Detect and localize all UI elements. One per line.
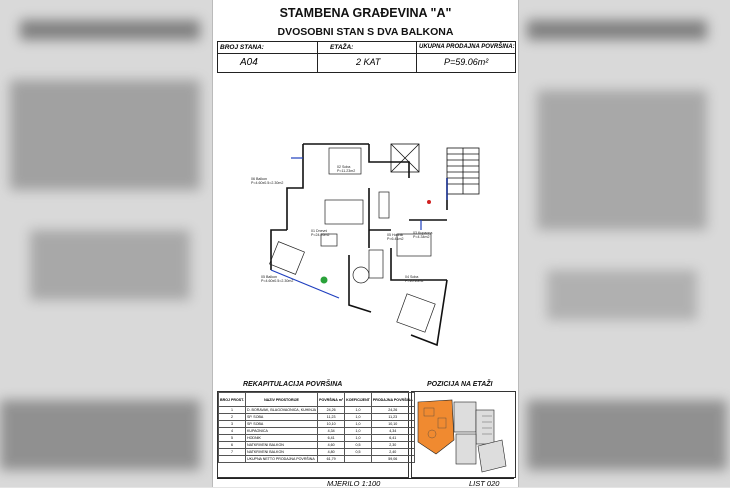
position-map-drawing xyxy=(412,392,515,477)
position-heading: POZICIJA NA ETAŽI xyxy=(427,381,493,388)
room-label: 01 Dnevni xyxy=(311,229,328,233)
room-label: 04 Soba xyxy=(405,275,419,279)
room-area: P=11.23m2 xyxy=(337,169,356,173)
total-area-value: P=59.06m² xyxy=(444,57,489,67)
table-row: 7 NATKRIVENI BALKON 4,80 0,5 2,40 xyxy=(219,449,415,456)
floor-plan-sheet xyxy=(212,0,519,487)
room-label: 06 Balkon xyxy=(251,177,267,181)
sheet-footer xyxy=(217,478,514,487)
apartment-number-label: BROJ STANA: xyxy=(220,44,264,51)
table-row: 1 D. BORAVAK, BLAGOVAONICA, KUHINJA 24,26 1,0 24,26 xyxy=(219,407,415,414)
col-header: POVRŠINA m² xyxy=(318,393,345,407)
table-row: 6 NATKRIVENI BALKON 4,60 0,5 2,30 xyxy=(219,442,415,449)
room-label: 03 Kupaona xyxy=(413,231,433,235)
total-area-label: UKUPNA PRODAJNA POVRŠINA: xyxy=(419,44,515,50)
background-left xyxy=(0,0,212,487)
apartment-number: A04 xyxy=(240,57,258,68)
table-row: 3 SP. SOBA 10,10 1,0 10,10 xyxy=(219,421,415,428)
room-area: P=10.10m2 xyxy=(405,279,424,283)
apartment-type: DVOSOBNI STAN S DVA BALKONA xyxy=(277,26,454,38)
table-row: 4 KUPAONICA 4,34 1,0 4,34 xyxy=(219,428,415,435)
floor-label: ETAŽA: xyxy=(330,44,354,51)
scale-label: MJERILO 1:100 xyxy=(327,479,381,488)
sheet-number: LIST 020 xyxy=(469,479,500,488)
recap-heading: REKAPITULACIJA POVRŠINA xyxy=(243,381,343,388)
table-row: 5 HODNIK 6,41 1,0 6,41 xyxy=(219,435,415,442)
col-header: BROJ PROST. xyxy=(219,393,246,407)
room-label: 05 Balkon xyxy=(261,275,277,279)
room-label: 05 Hodnik xyxy=(387,233,404,237)
floor-position-map xyxy=(411,391,516,478)
table-row: 2 SP. SOBA 11,23 1,0 11,23 xyxy=(219,414,415,421)
floor-value: 2 KAT xyxy=(356,57,381,67)
building-title: STAMBENA GRAĐEVINA "A" xyxy=(279,6,452,20)
room-area: P=4.60x0.5=2.30m2 xyxy=(251,181,284,185)
room-area: P=24.26m2 xyxy=(311,233,330,237)
room-label: 02 Soba xyxy=(337,165,351,169)
area-recap-table xyxy=(217,391,413,478)
col-header: NAZIV PROSTORIJE xyxy=(245,393,317,407)
room-area: P=4.60x0.5=2.30m2 xyxy=(261,279,294,283)
total-row: UKUPNA NETTO PRODAJNA POVRŠINA 61,79 59,06 xyxy=(219,456,415,463)
col-header: KOEFICIJENT xyxy=(345,393,372,407)
apartment-info-table xyxy=(217,41,516,73)
col-header: PRODAJNA POVRŠINA xyxy=(371,393,414,407)
room-area: P=4.34m2 xyxy=(413,235,430,239)
floor-plan-drawing xyxy=(251,130,481,350)
background-right xyxy=(517,0,730,487)
room-area: P=6.41m2 xyxy=(387,237,404,241)
